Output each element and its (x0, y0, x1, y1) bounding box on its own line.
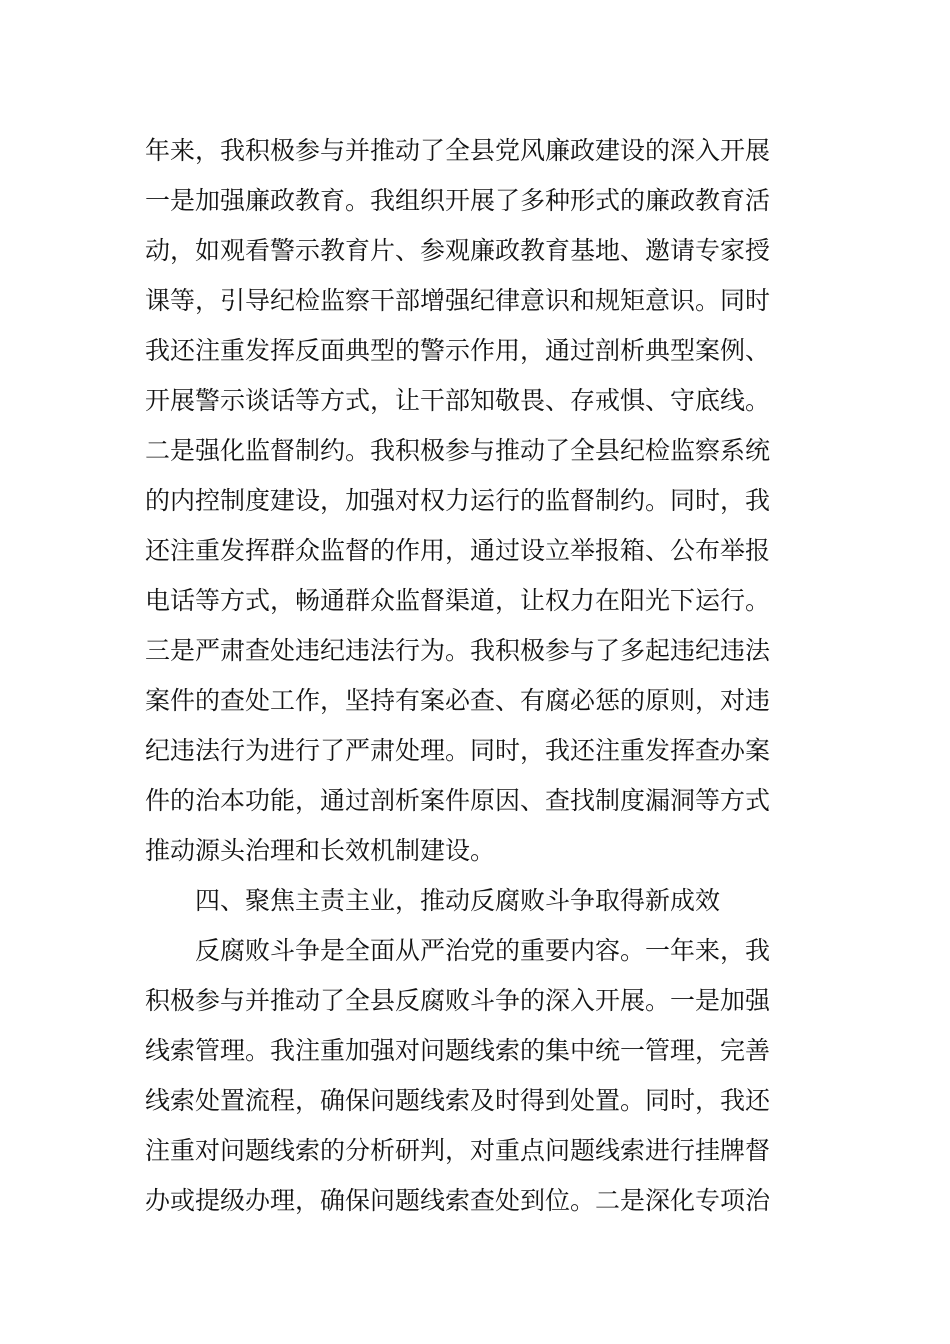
text-line: 年来，我积极参与并推动了全县党风廉政建设的深入开展 (145, 136, 771, 165)
text-line: 课等，引导纪检监察干部增强纪律意识和规矩意识。同时 (145, 286, 771, 315)
text-line: 动，如观看警示教育片、参观廉政教育基地、邀请专家授 (145, 236, 771, 265)
text-line: 三是严肃查处违纪违法行为。我积极参与了多起违纪违法 (145, 636, 771, 665)
text-line: 积极参与并推动了全县反腐败斗争的深入开展。一是加强 (145, 986, 771, 1015)
text-line: 办或提级办理，确保问题线索查处到位。二是深化专项治 (145, 1186, 771, 1215)
text-line: 一是加强廉政教育。我组织开展了多种形式的廉政教育活 (145, 186, 771, 215)
text-line: 开展警示谈话等方式，让干部知敬畏、存戒惧、守底线。 (145, 386, 771, 415)
text-line: 纪违法行为进行了严肃处理。同时，我还注重发挥查办案 (145, 736, 771, 765)
text-line: 线索管理。我注重加强对问题线索的集中统一管理，完善 (145, 1036, 771, 1065)
text-line: 二是强化监督制约。我积极参与推动了全县纪检监察系统 (145, 436, 771, 465)
text-line: 推动源头治理和长效机制建设。 (145, 836, 496, 865)
text-line: 线索处置流程，确保问题线索及时得到处置。同时，我还 (145, 1086, 771, 1115)
document-body (145, 126, 810, 1226)
text-line: 案件的查处工作，坚持有案必查、有腐必惩的原则，对违 (145, 686, 771, 715)
text-line: 还注重发挥群众监督的作用，通过设立举报箱、公布举报 (145, 536, 771, 565)
paragraph-first-line: 反腐败斗争是全面从严治党的重要内容。一年来，我 (195, 936, 771, 965)
text-line: 注重对问题线索的分析研判，对重点问题线索进行挂牌督 (145, 1136, 771, 1165)
text-line: 件的治本功能，通过剖析案件原因、查找制度漏洞等方式 (145, 786, 771, 815)
text-line: 我还注重发挥反面典型的警示作用，通过剖析典型案例、 (145, 336, 771, 365)
text-line: 的内控制度建设，加强对权力运行的监督制约。同时，我 (145, 486, 771, 515)
section-heading: 四、聚焦主责主业，推动反腐败斗争取得新成效 (195, 886, 721, 915)
text-line: 电话等方式，畅通群众监督渠道，让权力在阳光下运行。 (145, 586, 771, 615)
